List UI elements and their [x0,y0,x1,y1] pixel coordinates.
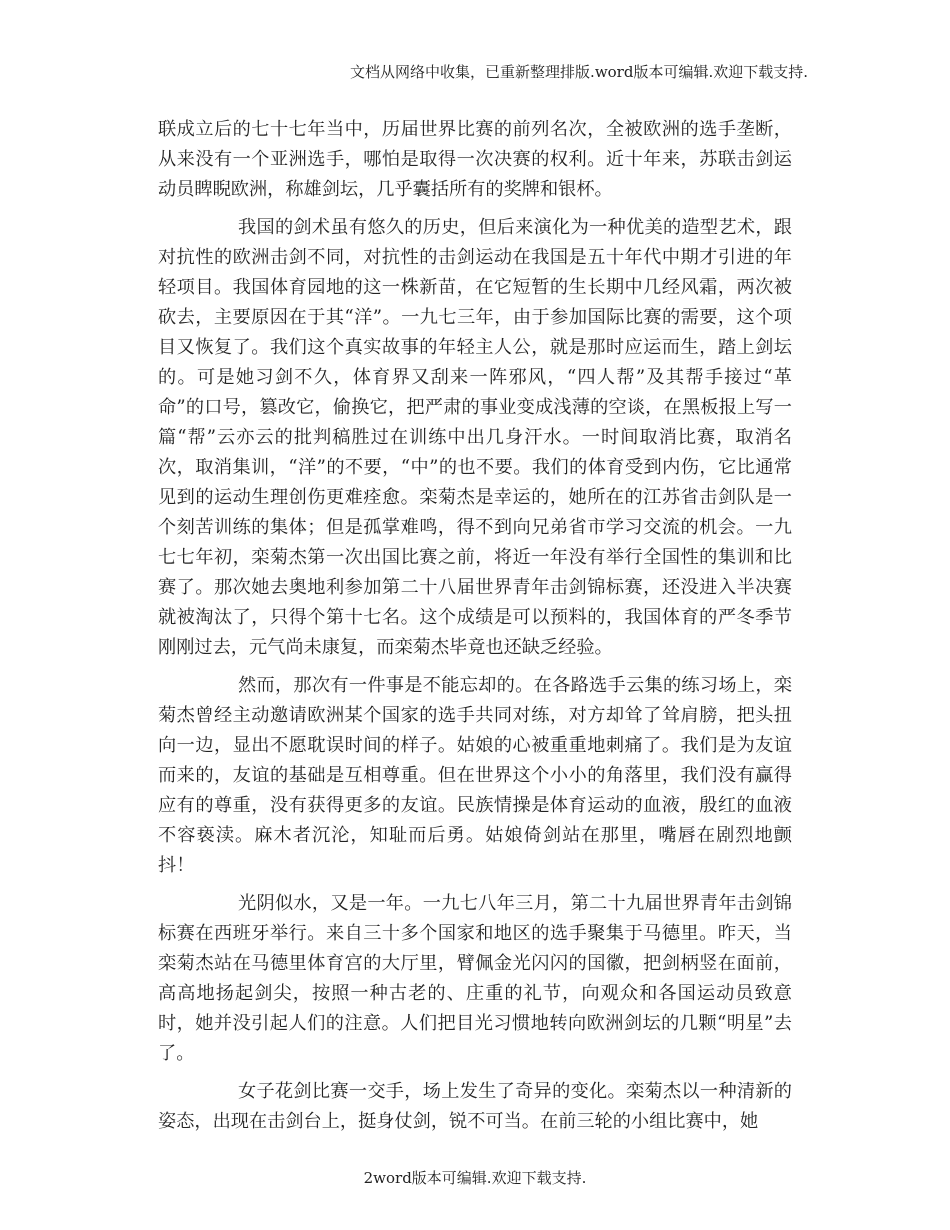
paragraph-1: 联成立后的七十七年当中，历届世界比赛的前列名次，全被欧洲的选手垄断，从来没有一个亚洲选手，哪怕是取得一次决赛的权利。近十年来，苏联击剑运动员睥睨欧洲，称雄剑坛，几乎囊括所有的奖牌和银杯。 [158,119,792,200]
paragraph-4: 光阴似水，又是一年。一九七八年三月，第二十九届世界青年击剑锦标赛在西班牙举行。来自三十多个国家和地区的选手聚集于马德里。昨天，当栾菊杰站在马德里体育宫的大厅里，臂佩金光闪闪的国徽，把剑柄竖在面前，高高地扬起剑尖，按照一种古老的、庄重的礼节，向观众和各国运动员致意时，她并没引起人们的注意。人们把目光习惯地转向欧洲剑坛的几颗“明星”去了。 [158,893,792,1064]
paragraph-2: 我国的剑术虽有悠久的历史，但后来演化为一种优美的造型艺术，跟对抗性的欧洲击剑不同，对抗性的击剑运动在我国是五十年代中期才引进的年轻项目。我国体育园地的这一株新苗，在它短暂的生长期中几经风霜，两次被砍去，主要原因在于其“洋”。一九七三年，由于参加国际比赛的需要，这个项目又恢复了。我们这个真实故事的年轻主人公，就是那时应运而生，踏上剑坛的。可是她习剑不久，体育界又刮来一阵邪风，“四人帮”及其帮手接过“革命”的口号，篡改它，偷换它，把严肃的事业变成浅薄的空谈，在黑板报上写一篇“帮”云亦云的批判稿胜过在训练中出几身汗水。一时间取消比赛，取消名次，取消集训，“洋”的不要，“中”的也不要。我们的体育受到内伤，它比通常见到的运动生理创伤更难痊愈。栾菊杰是幸运的，她所在的江苏省击剑队是一个刻苦训练的集体；但是孤掌难鸣，得不到向兄弟省市学习交流的机会。一九七七年初，栾菊杰第一次出国比赛之前，将近一年没有举行全国性的集训和比赛了。那次她去奥地利参加第二十八届世界青年击剑锦标赛，还没进入半决赛就被淘汰了，只得个第十七名。这个成绩是可以预料的，我国体育的严冬季节刚刚过去，元气尚未康复，而栾菊杰毕竟也还缺乏经验。 [158,217,792,658]
page-footer: 2word版本可编辑.欢迎下载支持. [363,1169,587,1187]
document-body [158,115,792,1145]
paragraph-5: 女子花剑比赛一交手，场上发生了奇异的变化。栾菊杰以一种清新的姿态，出现在击剑台上，挺身仗剑，锐不可当。在前三轮的小组比赛中，她 [158,1081,792,1132]
page-header: 文档从网络中收集，已重新整理排版.word版本可编辑.欢迎下载支持. [350,63,808,81]
paragraph-3: 然而，那次有一件事是不能忘却的。在各路选手云集的练习场上，栾菊杰曾经主动邀请欧洲某个国家的选手共同对练，对方却耸了耸肩膀，把头扭向一边，显出不愿耽误时间的样子。姑娘的心被重重地刺痛了。我们是为友谊而来的，友谊的基础是互相尊重。但在世界这个小小的角落里，我们没有赢得应有的尊重，没有获得更多的友谊。民族情操是体育运动的血液，殷红的血液不容亵渎。麻木者沉沦，知耻而后勇。姑娘倚剑站在那里，嘴唇在剧烈地颤抖！ [158,675,792,876]
